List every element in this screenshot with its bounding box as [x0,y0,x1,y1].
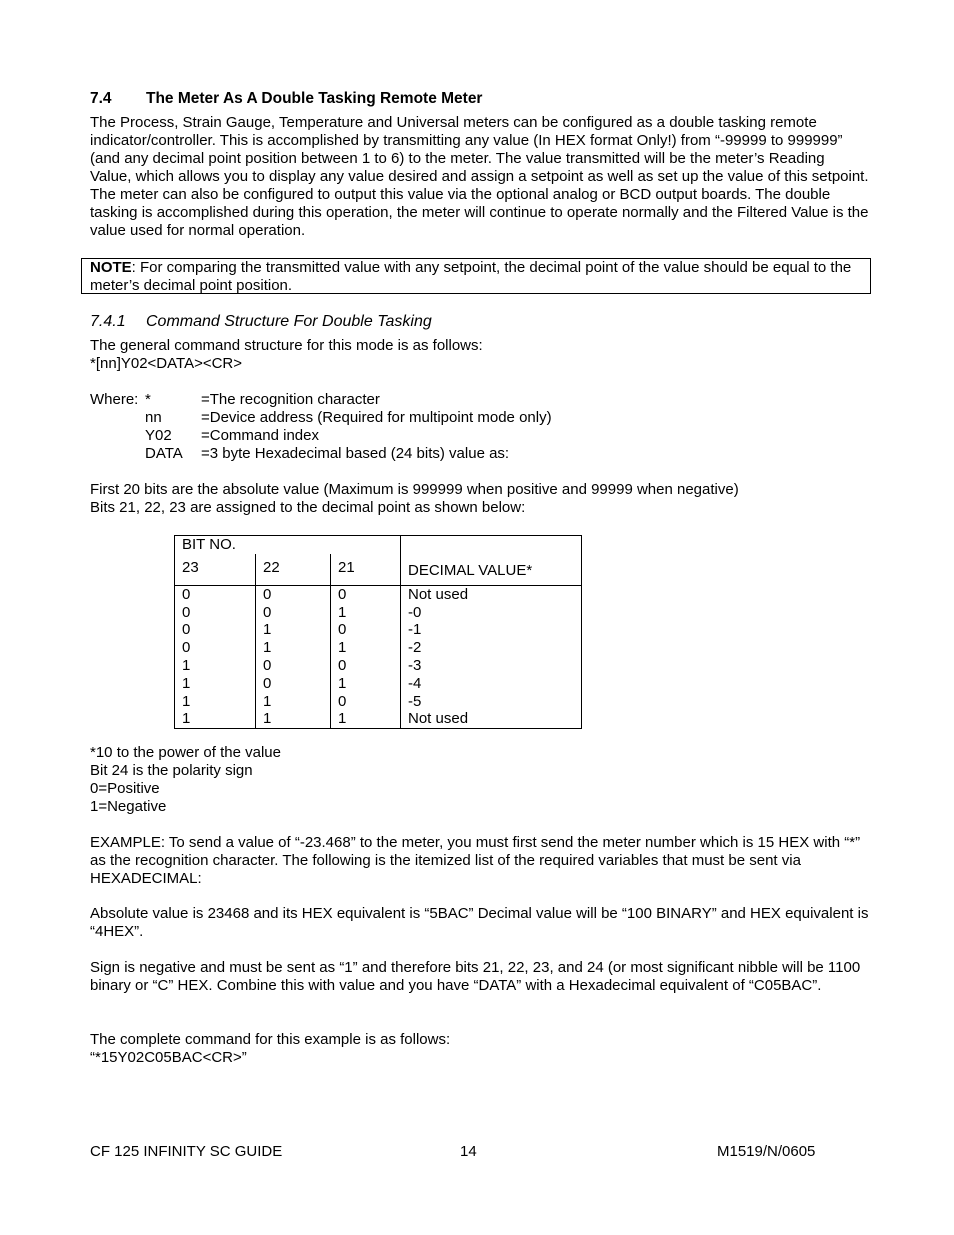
table-cell: 1 [263,692,272,710]
table-group-header: BIT NO. [175,536,401,554]
table-col-23 [175,585,256,728]
where-desc: =The recognition character [201,391,380,408]
note-label: NOTE [90,259,132,276]
footnote: 0=Positive [90,780,160,797]
section-title: The Meter As A Double Tasking Remote Meter [146,90,483,107]
complete-command: “*15Y02C05BAC<CR>” [90,1049,247,1066]
table-cell: 0 [182,639,191,657]
decimal-point-table [174,535,582,729]
note-text [90,259,865,295]
note-box [81,258,871,294]
table-cell: 0 [338,656,347,674]
table-cell: 0 [263,674,272,692]
where-desc: =Command index [201,427,319,444]
table-header-spacer [401,536,582,554]
page-number: 14 [460,1143,477,1160]
table-cell: -3 [408,656,422,674]
table-cell: 0 [338,585,347,603]
sign-paragraph: Sign is negative and must be sent as “1” and therefore bits 21, 22, 23, and 24 (or most significant nibble will be 1100 binary or “C” HEX. Combine this with value and you have “DATA” with a Hexadecimal equivalent of “C05BAC”. [90,959,861,994]
table-cell: 0 [263,585,272,603]
table-cell: 0 [338,692,347,710]
table-cell: 1 [182,710,191,728]
table-cell: 0 [263,656,272,674]
table-cell: 1 [182,674,191,692]
table-cell: 1 [182,656,191,674]
where-key: * [145,391,151,408]
subsection-title: Command Structure For Double Tasking [146,313,432,330]
section-number: 7.4 [90,90,112,107]
table-col-decimal [401,585,582,728]
table-cell: Not used [408,585,469,603]
table-header-21: 21 [331,554,401,586]
table-cell: -2 [408,639,422,657]
note-body: : For comparing the transmitted value with any setpoint, the decimal point of the value should be equal to the meter’s decimal point position. [90,259,852,294]
structure-command: *[nn]Y02<DATA><CR> [90,355,243,372]
table-cell: 1 [338,674,347,692]
bits-line-1: First 20 bits are the absolute value (Maximum is 999999 when positive and 99999 when negative) [90,481,739,498]
structure-intro: The general command structure for this mode is as follows: [90,337,483,354]
table-cell: 0 [338,621,347,639]
table-cell: 0 [182,621,191,639]
intro-paragraph: The Process, Strain Gauge, Temperature and Universal meters can be configured as a double tasking remote indicator/controller. This is accomplished by transmitting any value (In HEX format Only!) from “-99999 to 999999” (and any decimal point position between 1 to 6) to the meter. The value transmitted will be the meter’s Reading Value, which allows you to display any value desired and assign a setpoint as well as set up the value of this setpoint. The meter can also be configured to output this value via the optional analog or BCD output boards. The double tasking is accomplished during this operation, the meter will continue to operate normally and the Filtered Value is the value used for normal operation. [90,114,869,239]
table-cell: 1 [338,639,347,657]
table-col-22 [256,585,331,728]
table-cell: -4 [408,674,422,692]
where-key: DATA [145,445,183,462]
footnote: 1=Negative [90,798,167,815]
table-cell: 0 [182,603,191,621]
table-cell: Not used [408,710,469,728]
table-cell: 1 [338,710,347,728]
subsection-number: 7.4.1 [90,313,126,330]
table-header-22: 22 [256,554,331,586]
table-cell: 1 [263,710,272,728]
table-cell: 1 [338,603,347,621]
table-cell: 0 [182,585,191,603]
where-label: Where: [90,391,139,408]
table-cell: -0 [408,603,422,621]
table-cell: -5 [408,692,422,710]
where-desc: =3 byte Hexadecimal based (24 bits) value as: [201,445,510,462]
table-cell: -1 [408,621,422,639]
footer-right: M1519/N/0605 [717,1143,816,1160]
bits-line-2: Bits 21, 22, 23 are assigned to the decimal point as shown below: [90,499,526,516]
table-col-21 [331,585,401,728]
table-cell: 0 [263,603,272,621]
table-header-decimal: DECIMAL VALUE* [401,554,582,586]
absolute-paragraph: Absolute value is 23468 and its HEX equivalent is “5BAC” Decimal value will be “100 BINARY” and HEX equivalent is “4HEX”. [90,905,869,940]
where-key: nn [145,409,162,426]
example-paragraph: EXAMPLE: To send a value of “-23.468” to the meter, you must first send the meter number which is 15 HEX with “*” as the recognition character. The following is the itemized list of the required variables that must be sent via HEXADECIMAL: [90,834,861,887]
footnote: Bit 24 is the polarity sign [90,762,253,779]
footnote: *10 to the power of the value [90,744,281,761]
table-cell: 1 [263,621,272,639]
table-cell: 1 [263,639,272,657]
table-cell: 1 [182,692,191,710]
footer-left: CF 125 INFINITY SC GUIDE [90,1143,283,1160]
where-key: Y02 [145,427,172,444]
table-header-23: 23 [175,554,256,586]
where-desc: =Device address (Required for multipoint mode only) [201,409,552,426]
complete-intro: The complete command for this example is as follows: [90,1031,451,1048]
